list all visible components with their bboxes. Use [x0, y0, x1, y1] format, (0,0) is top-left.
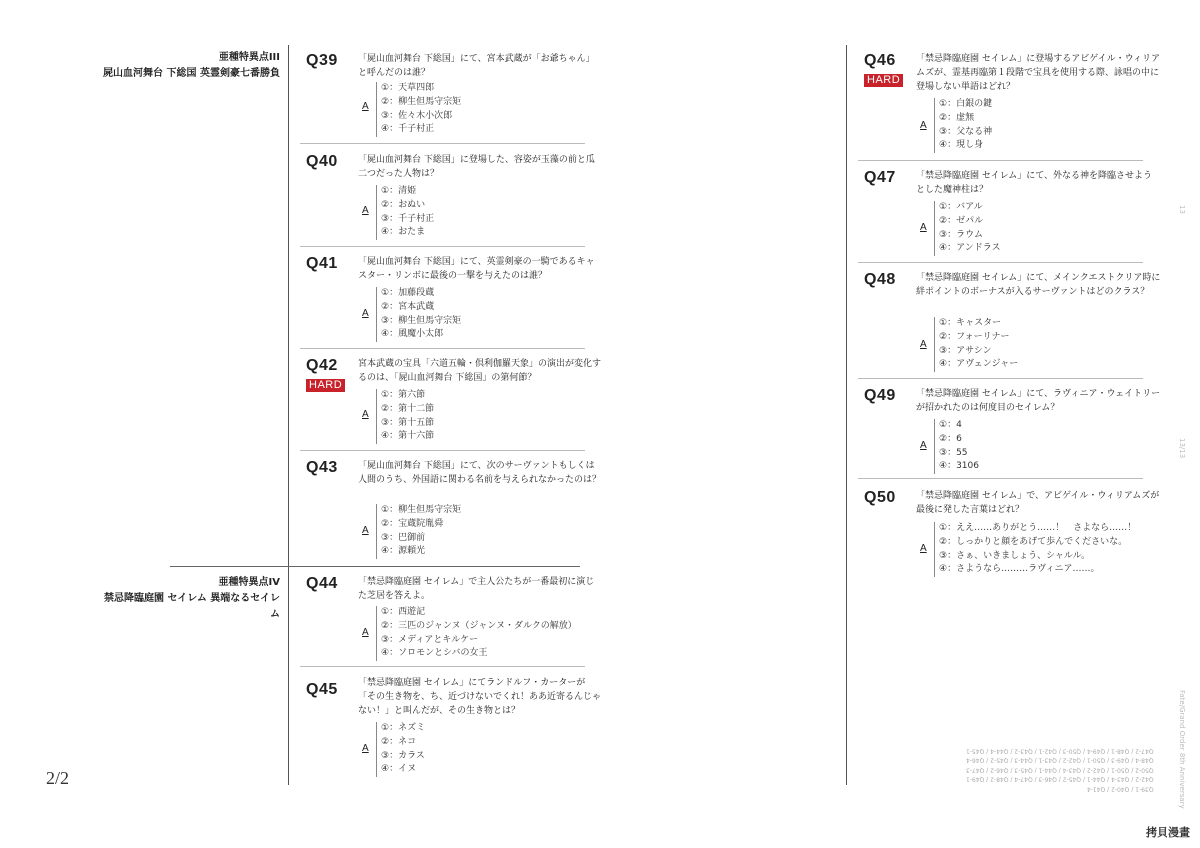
question-number: Q48 — [864, 271, 896, 288]
answer-option: ①：天草四郎 — [381, 83, 435, 93]
question-number: Q46 — [864, 52, 896, 69]
question-separator — [858, 160, 1143, 161]
answer-option: ③：父なる神 — [939, 126, 993, 137]
question-separator — [858, 478, 1143, 479]
section-heading-iv-title: 亜種特異点IV — [218, 577, 280, 588]
question-separator — [300, 450, 585, 451]
answer-option: ①：ええ……ありがとう……！ さよなら……！ — [939, 523, 1137, 533]
question-separator — [300, 348, 585, 349]
answer-option: ①：バアル — [939, 202, 983, 212]
answer-label: A — [362, 205, 369, 216]
answer-option: ①：キャスター — [939, 318, 1002, 328]
answer-option: ④：さようなら………ラヴィニア……。 — [939, 564, 1100, 575]
question-separator — [300, 246, 585, 247]
question-number: Q49 — [864, 387, 896, 404]
answer-option: ②：フォーリナー — [939, 331, 1010, 342]
answer-option: ①：西遊記 — [381, 607, 426, 617]
answer-options — [934, 317, 1018, 372]
answer-key-line: Q42-2 / Q43-4 / Q44-1 / Q45-2 / Q46-3 / Q47-4 / Q48-2 / Q49-1 — [966, 776, 1154, 783]
question-text: 宮本武蔵の宝具「六道五輪・倶利伽羅天象」の演出が変化するのは、「屍山血河舞台 下総国」の第何節？ — [358, 359, 602, 383]
answer-options — [934, 419, 979, 474]
answer-option: ④：現し身 — [939, 140, 984, 151]
answer-option: ②：6 — [939, 433, 962, 444]
question-text: 「禁忌降臨庭園 セイレム」にて、ラヴィニア・ウェイトリーが招かれたのは何度目のセイレム？ — [916, 389, 1161, 413]
answer-option: ②：しっかりと顔をあげて歩んでくださいな。 — [939, 536, 1128, 547]
question-text: 「屍山血河舞台 下総国」にて、英霊剣豪の一騎であるキャスター・リンボに最後の一撃を与えたのは誰？ — [358, 257, 595, 281]
answer-option: ③：メディアとキルケー — [381, 634, 479, 645]
side-mark-mid: 13/13 — [1178, 438, 1186, 459]
answer-options — [376, 606, 577, 661]
section-heading-iv-subtitle: 禁忌降臨庭園 セイレム 異端なるセイレム — [104, 593, 280, 620]
answer-option: ③：アサシン — [939, 345, 992, 356]
answer-option: ②：宮本武蔵 — [381, 301, 435, 312]
answer-label: A — [362, 743, 369, 754]
answer-options — [376, 389, 434, 444]
answer-option: ④：千子村正 — [381, 124, 435, 135]
section-heading-iii-subtitle: 屍山血河舞台 下総国 英霊剣豪七番勝負 — [103, 68, 280, 79]
side-mark-bottom: Fate/Grand Order 8th Anniversary — [1178, 690, 1186, 809]
question-separator — [300, 666, 585, 667]
side-mark-top: 13 — [1178, 205, 1186, 214]
answer-options — [376, 287, 461, 342]
answer-label: A — [920, 339, 927, 350]
answer-option: ④：3106 — [939, 461, 979, 472]
question-separator — [300, 143, 585, 144]
answer-option: ①：加藤段蔵 — [381, 288, 435, 298]
answer-label: A — [920, 120, 927, 131]
answer-option: ②：三匹のジャンヌ（ジャンヌ・ダルクの解放） — [381, 620, 577, 631]
section-heading-iv — [100, 575, 280, 623]
question-text: 「禁忌降臨庭園 セイレム」にて、外なる神を降臨させようとした魔神柱は？ — [916, 171, 1153, 195]
answer-label: A — [362, 308, 369, 319]
hard-badge: HARD — [864, 74, 903, 87]
answer-option: ④：源頼光 — [381, 546, 426, 557]
question-separator — [858, 378, 1143, 379]
watermark: 拷貝漫畫 — [1146, 826, 1190, 839]
answer-label: A — [920, 440, 927, 451]
section-rule-iv — [170, 566, 580, 567]
answer-options — [934, 201, 1000, 256]
answer-option: ①：柳生但馬守宗矩 — [381, 505, 462, 515]
answer-key-line: Q39-1 / Q40-2 / Q41-4 — [1086, 785, 1154, 793]
answer-options — [376, 82, 461, 137]
question-text: 「屍山血河舞台 下総国」にて、宮本武蔵が「お爺ちゃん」と呼んだのは誰？ — [358, 54, 595, 78]
question-number: Q44 — [306, 575, 338, 592]
question-text: 「屍山血河舞台 下総国」にて、次のサーヴァントもしくは人間のうち、外国語に関わる名前を与えられなかったのは？ — [358, 461, 602, 485]
column-divider-left — [288, 45, 289, 785]
answer-key-line: Q50-2 / Q50-1 / Q42-2 / Q43-4 / Q44-1 / Q45-3 / Q46-2 / Q47-3 — [966, 766, 1154, 774]
hard-badge: HARD — [306, 379, 345, 392]
question-number: Q45 — [306, 681, 338, 698]
answer-label: A — [362, 101, 369, 112]
answer-option: ②：第十二節 — [381, 403, 435, 414]
answer-option: ③：佐々木小次郎 — [381, 110, 453, 121]
answer-option: ③：カラス — [381, 750, 425, 761]
question-separator — [858, 262, 1143, 263]
answer-options — [376, 185, 434, 240]
answer-option: ②：おぬい — [381, 199, 426, 210]
answer-option: ③：千子村正 — [381, 213, 435, 224]
question-number: Q42 — [306, 357, 338, 374]
answer-label: A — [920, 222, 927, 233]
answer-option: ①：ネズミ — [381, 723, 426, 733]
answer-option: ③：第十五節 — [381, 417, 435, 428]
answer-option: ④：アヴェンジャー — [939, 359, 1019, 370]
question-text: 「禁忌降臨庭園 セイレム」に登場するアビゲイル・ウィリアムズが、霊基再臨第１段階で宝具を使用する際、詠唱の中に登場しない単語はどれ？ — [916, 54, 1161, 92]
answer-option: ③：55 — [939, 447, 968, 458]
answer-option: ③：柳生但馬守宗矩 — [381, 315, 462, 326]
answer-option: ④：第十六節 — [381, 431, 435, 442]
question-number: Q39 — [306, 52, 338, 69]
answer-option: ②：ネコ — [381, 736, 417, 747]
page-number: 2/2 — [46, 768, 70, 788]
answer-option: ④：おたま — [381, 227, 426, 238]
answer-option: ④：アンドラス — [939, 243, 1001, 254]
answer-option: ③：ラウム — [939, 229, 983, 240]
answer-label: A — [362, 525, 369, 536]
section-heading-iii — [100, 50, 280, 82]
answer-label: A — [362, 409, 369, 420]
question-number: Q40 — [306, 153, 338, 170]
question-text: 「禁忌降臨庭園 セイレム」で、アビゲイル・ウィリアムズが最後に発した言葉はどれ？ — [916, 491, 1160, 515]
question-number: Q41 — [306, 255, 338, 272]
answer-option: ②：柳生但馬守宗矩 — [381, 96, 462, 107]
answer-option: ①：清姫 — [381, 186, 417, 196]
answer-option: ④：風魔小太郎 — [381, 329, 444, 340]
answer-option: ①：第六節 — [381, 390, 426, 400]
question-number: Q43 — [306, 459, 338, 476]
answer-option: ①：4 — [939, 420, 962, 430]
answer-option: ③：さぁ、いきましょう、シャルル。 — [939, 550, 1090, 561]
answer-options — [934, 522, 1136, 577]
answer-option: ②：虚無 — [939, 112, 975, 123]
answer-options — [376, 722, 425, 777]
question-number: Q50 — [864, 489, 896, 506]
answer-key — [966, 746, 1154, 794]
answer-option: ④：ソロモンとシバの女王 — [381, 648, 488, 659]
answer-options — [376, 504, 461, 559]
section-heading-iii-title: 亜種特異点III — [218, 52, 280, 63]
question-number: Q47 — [864, 169, 896, 186]
answer-key-line: Q48-4 / Q49-3 / Q50-1 / Q42-2 / Q43-1 / Q44-3 / Q45-2 / Q46-4 — [966, 757, 1154, 764]
question-text: 「禁忌降臨庭園 セイレム」にて、メインクエストクリア時に絆ポイントのボーナスが入るサーヴァントはどのクラス？ — [916, 273, 1161, 297]
column-divider-right — [846, 45, 847, 785]
answer-key-line: Q47-2 / Q48-1 / Q49-4 / Q50-3 / Q42-1 / Q43-2 / Q44-4 / Q45-1 — [966, 747, 1154, 755]
answer-label: A — [362, 627, 369, 638]
answer-options — [934, 98, 992, 153]
question-text: 「禁忌降臨庭園 セイレム」にてランドルフ・カーターが「その生き物を、ち、近づけないでくれ！ああ近寄るんじゃない！」と叫んだが、その生き物とは？ — [358, 678, 602, 716]
answer-option: ④：イヌ — [381, 764, 417, 775]
question-text: 「禁忌降臨庭園 セイレム」で主人公たちが一番最初に演じた芝居を答えよ。 — [358, 577, 595, 601]
answer-option: ②：宝蔵院胤舜 — [381, 518, 444, 529]
answer-option: ③：巴御前 — [381, 532, 426, 543]
answer-option: ①：白銀の鍵 — [939, 99, 993, 109]
answer-label: A — [920, 543, 927, 554]
question-text: 「屍山血河舞台 下総国」に登場した、容姿が玉藻の前と瓜二つだった人物は？ — [358, 155, 595, 179]
answer-option: ②：ゼパル — [939, 215, 984, 226]
